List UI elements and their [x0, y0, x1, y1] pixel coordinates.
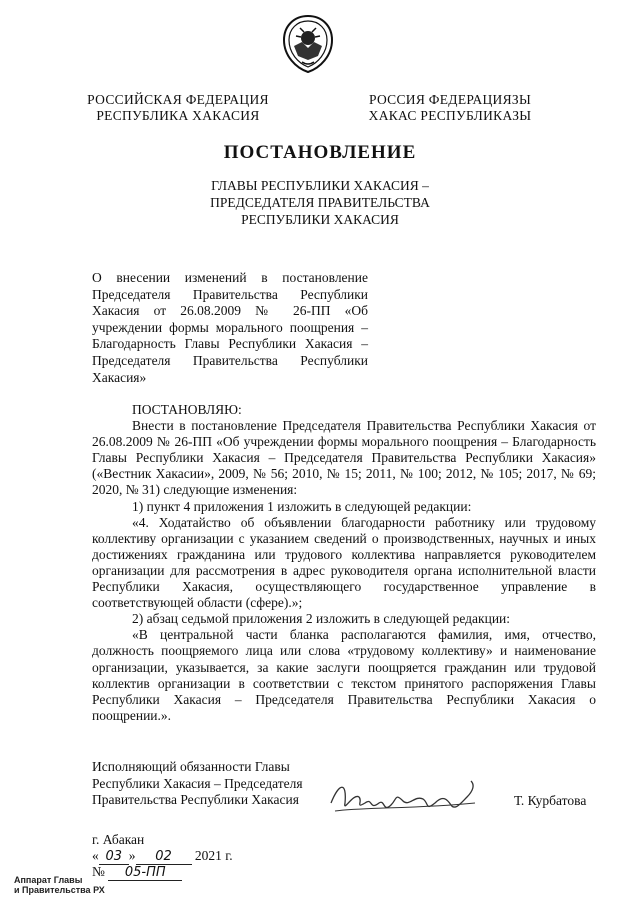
signatory-title — [92, 759, 303, 809]
issue-date — [92, 848, 233, 865]
date-day: 03 — [99, 849, 129, 865]
document-subject: О внесении изменений в постановление Председателя Правительства Республики Хакасия от 26.08.2009 № 26-ПП «Об учреждении формы морального поощрения – Благодарность Главы Республики Хакасия – Председателя Правительства Республики Хакасия» — [92, 270, 368, 385]
header-left-line1: РОССИЙСКАЯ ФЕДЕРАЦИЯ — [87, 92, 269, 107]
body-paragraph-3: «4. Ходатайство об объявлении благодарности работнику или трудовому коллективу организации с указанием сведений о производственных, научных и иных достижениях гражданина или трудового коллектива направляется руководителем организации для рассмотрения в адрес руководителя органа исполнительной власти Республики Хакасия, осуществляющего государственное управление в соответствующей области (сфере).»; — [92, 514, 596, 611]
stamp-line2: и Правительства РХ — [14, 885, 105, 895]
document-subtitle — [0, 177, 640, 228]
signatory-line3: Правительства Республики Хакасия — [92, 792, 299, 808]
header-right-line2: ХАКАС РЕСПУБЛИКАЗЫ — [368, 108, 532, 123]
signatory-line1: Исполняющий обязанности Главы — [92, 759, 290, 774]
signatory-line2: Республики Хакасия – Председателя — [92, 775, 303, 791]
stamp-line1: Аппарат Главы — [14, 875, 83, 885]
office-stamp — [14, 875, 105, 895]
header-right — [350, 92, 550, 124]
header-left-line2: РЕСПУБЛИКА ХАКАСИЯ — [96, 108, 260, 123]
date-month: 02 — [136, 849, 192, 865]
date-open-quote: « — [92, 848, 99, 863]
signatory-name: Т. Курбатова — [514, 793, 587, 808]
issue-place: г. Абакан — [92, 832, 145, 847]
decree-word: ПОСТАНОВЛЯЮ: — [132, 402, 242, 417]
handwritten-signature — [325, 773, 490, 821]
document-title: ПОСТАНОВЛЕНИЕ — [223, 142, 417, 163]
body-paragraph-2: 1) пункт 4 приложения 1 изложить в следующей редакции: — [132, 498, 472, 514]
subtitle-line3: РЕСПУБЛИКИ ХАКАСИЯ — [241, 212, 399, 227]
date-year: 2021 г. — [194, 848, 233, 863]
subtitle-line1: ГЛАВЫ РЕСПУБЛИКИ ХАКАСИЯ – — [211, 178, 429, 193]
number-prefix: № — [92, 864, 105, 879]
number-value: 05-ПП — [108, 865, 182, 881]
header-right-line1: РОССИЯ ФЕДЕРАЦИЯЗЫ — [368, 92, 532, 107]
header-left — [78, 92, 278, 124]
body-paragraph-1: Внести в постановление Председателя Правительства Республики Хакасия от 26.08.2009 № 26-ПП «Об учреждении формы морального поощрения – Благодарность Главы Республики Хакасия – Председателя Правительства Республики Хакасия» («Вестник Хакасии», 2009, № 56; 2010, № 15; 2011, № 100; 2012, № 105; 2017, № 69; 2020, № 31) следующие изменения: — [92, 418, 596, 498]
document-body — [92, 402, 596, 724]
document-number — [92, 864, 182, 881]
coat-of-arms-icon — [282, 14, 334, 74]
body-paragraph-5: «В центральной части бланка располагаются фамилия, имя, отчество, должность поощряемого лица или слова «трудовому коллективу» и наименование организации, указывается, за какие заслуги поощряется гражданин или трудовой коллектив организации в соответствии с текстом принятого распоряжения Главы Республики Хакасия – Председателя Правительства Республики Хакасия о поощрении.». — [92, 627, 596, 723]
body-paragraph-4: 2) абзац седьмой приложения 2 изложить в следующей редакции: — [132, 611, 511, 627]
subtitle-line2: ПРЕДСЕДАТЕЛЯ ПРАВИТЕЛЬСТВА — [210, 195, 430, 210]
date-close-quote: » — [128, 848, 136, 863]
